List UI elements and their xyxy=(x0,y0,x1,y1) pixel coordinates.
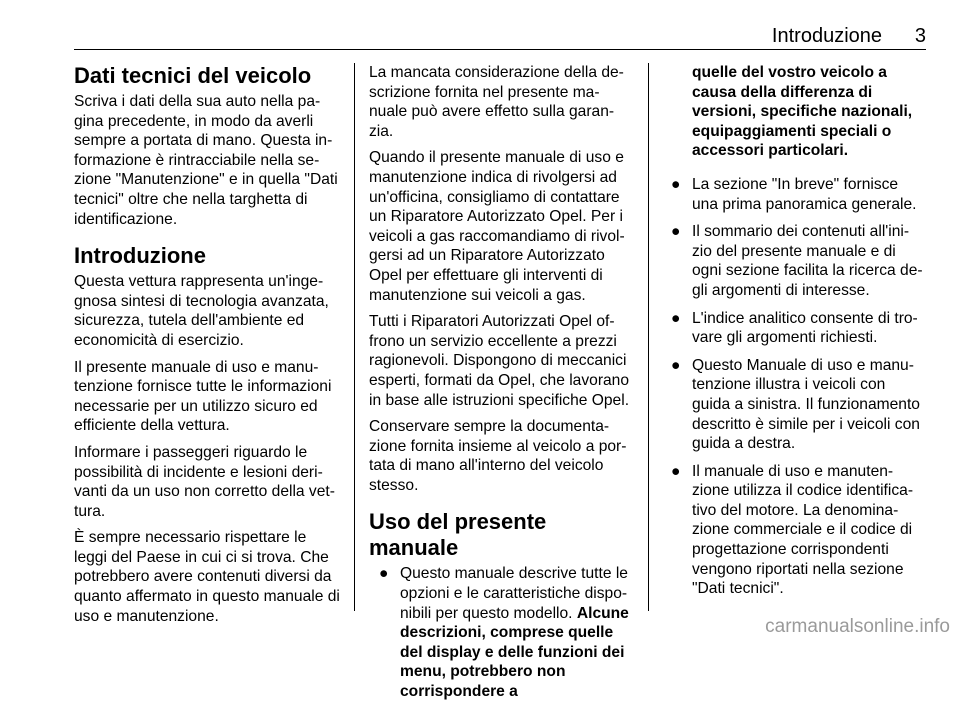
list-item-text: Il sommario dei contenuti all'ini- zio del presente manuale e di ogni sezione facilita la ricerca de- gli argomenti di interesse. xyxy=(692,223,923,299)
list-item-text: Il manuale di uso e manuten- zione utilizza il codice identifica- tivo del motore. La denomina- zione commerciale e il codice di progettazione corrispondenti vengono riportati nella sezione "Dati tecnici". xyxy=(692,462,914,598)
heading-dati-tecnici: Dati tecnici del veicolo xyxy=(74,63,312,88)
list-item xyxy=(661,222,927,300)
paragraph: Il presente manuale di uso e manu- tenzione fornisce tutte le informazioni necessarie per un utilizzo sicuro ed efficiente della vettura. xyxy=(74,358,332,435)
list-item xyxy=(369,564,633,701)
paragraph: Tutti i Riparatori Autorizzati Opel of- frono un servizio eccellente a prezzi ragionevoli. Dispongono di meccanici esperti, formati da Opel, che lavorano in base alle istruzioni specifiche Opel. xyxy=(369,313,630,409)
column-1 xyxy=(74,63,342,633)
column-2 xyxy=(369,63,633,710)
list-item xyxy=(661,175,927,214)
column-divider-1 xyxy=(354,63,355,611)
paragraph: Questa vettura rappresenta un'inge- gnosa sintesi di tecnologia avanzata, sicurezza, tutela dell'ambiente ed economicità di esercizio. xyxy=(74,273,329,349)
bullet-icon: ● xyxy=(671,223,681,241)
paragraph: Scriva i dati della sua auto nella pa- gina precedente, in modo da averli sempre a portata di mano. Questa in- formazione è rintracciabile nella se- zione "Manutenzione" e in quella "Dati tecnici" oltre che nella targhetta di identificazione. xyxy=(74,93,338,228)
page-header xyxy=(74,26,926,46)
list-item-text: La sezione "In breve" fornisce una prima panoramica generale. xyxy=(692,175,917,213)
bullet-list xyxy=(661,175,927,599)
bullet-icon: ● xyxy=(671,309,681,327)
bullet-icon: ● xyxy=(671,356,681,374)
heading-uso-manuale: Uso del presente manuale xyxy=(369,509,547,561)
list-item-text: Questo manuale descrive tutte le opzioni e le caratteristiche dispo- nibili per questo modello. xyxy=(400,565,628,622)
list-item xyxy=(661,462,927,599)
list-item-text: Questo Manuale di uso e manu- tenzione illustra i veicoli con guida a sinistra. Il funzionamento descritto è simile per i veicoli con guida a destra. xyxy=(692,356,920,453)
bullet-icon: ● xyxy=(379,565,389,583)
paragraph: Conservare sempre la documenta- zione fornita insieme al veicolo a por- tata di mano all'interno del veicolo stesso. xyxy=(369,418,627,494)
list-item-continuation: quelle del vostro veicolo a causa della differenza di versioni, specifiche nazionali, equipaggiamenti speciali o accessori particolari. xyxy=(692,64,913,160)
heading-introduzione: Introduzione xyxy=(74,243,206,269)
list-item-text: L'indice analitico consente di tro- vare gli argomenti richiesti. xyxy=(692,309,918,347)
paragraph: È sempre necessario rispettare le leggi del Paese in cui ci si trova. Che potrebbero avere contenuti diversi da quanto affermato in questo manuale di uso e manutenzione. xyxy=(74,529,340,625)
header-title: Introduzione xyxy=(771,25,882,47)
list-item xyxy=(661,309,927,348)
bullet-list xyxy=(369,564,633,701)
page-number: 3 xyxy=(914,25,926,47)
header-rule xyxy=(74,49,926,50)
paragraph: Informare i passeggeri riguardo le possibilità di incidente e lesioni deri- vanti da un uso non corretto della vet- tura. xyxy=(74,443,335,520)
column-divider-2 xyxy=(648,63,649,611)
paragraph: La mancata considerazione della de- scrizione fornita nel presente ma- nuale può avere effetto sulla garan- zia. xyxy=(369,64,624,140)
bullet-icon: ● xyxy=(671,175,681,193)
watermark: carmanualsonline.info xyxy=(765,616,950,637)
list-item xyxy=(661,356,927,454)
list-item-bold-text: Alcune descrizioni, comprese quelle del display e delle funzioni dei menu, potrebbero non corrispondere a xyxy=(400,604,629,701)
paragraph: Quando il presente manuale di uso e manutenzione indica di rivolgersi ad un'officina, consigliamo di contattare un Riparatore Autorizzato Opel. Per i veicoli a gas raccomandiamo di rivol- gersi ad un Riparatore Autorizzato Opel per effettuare gli interventi di manutenzione sui veicoli a gas. xyxy=(369,149,625,304)
bullet-icon: ● xyxy=(671,462,681,480)
column-3 xyxy=(661,63,927,607)
